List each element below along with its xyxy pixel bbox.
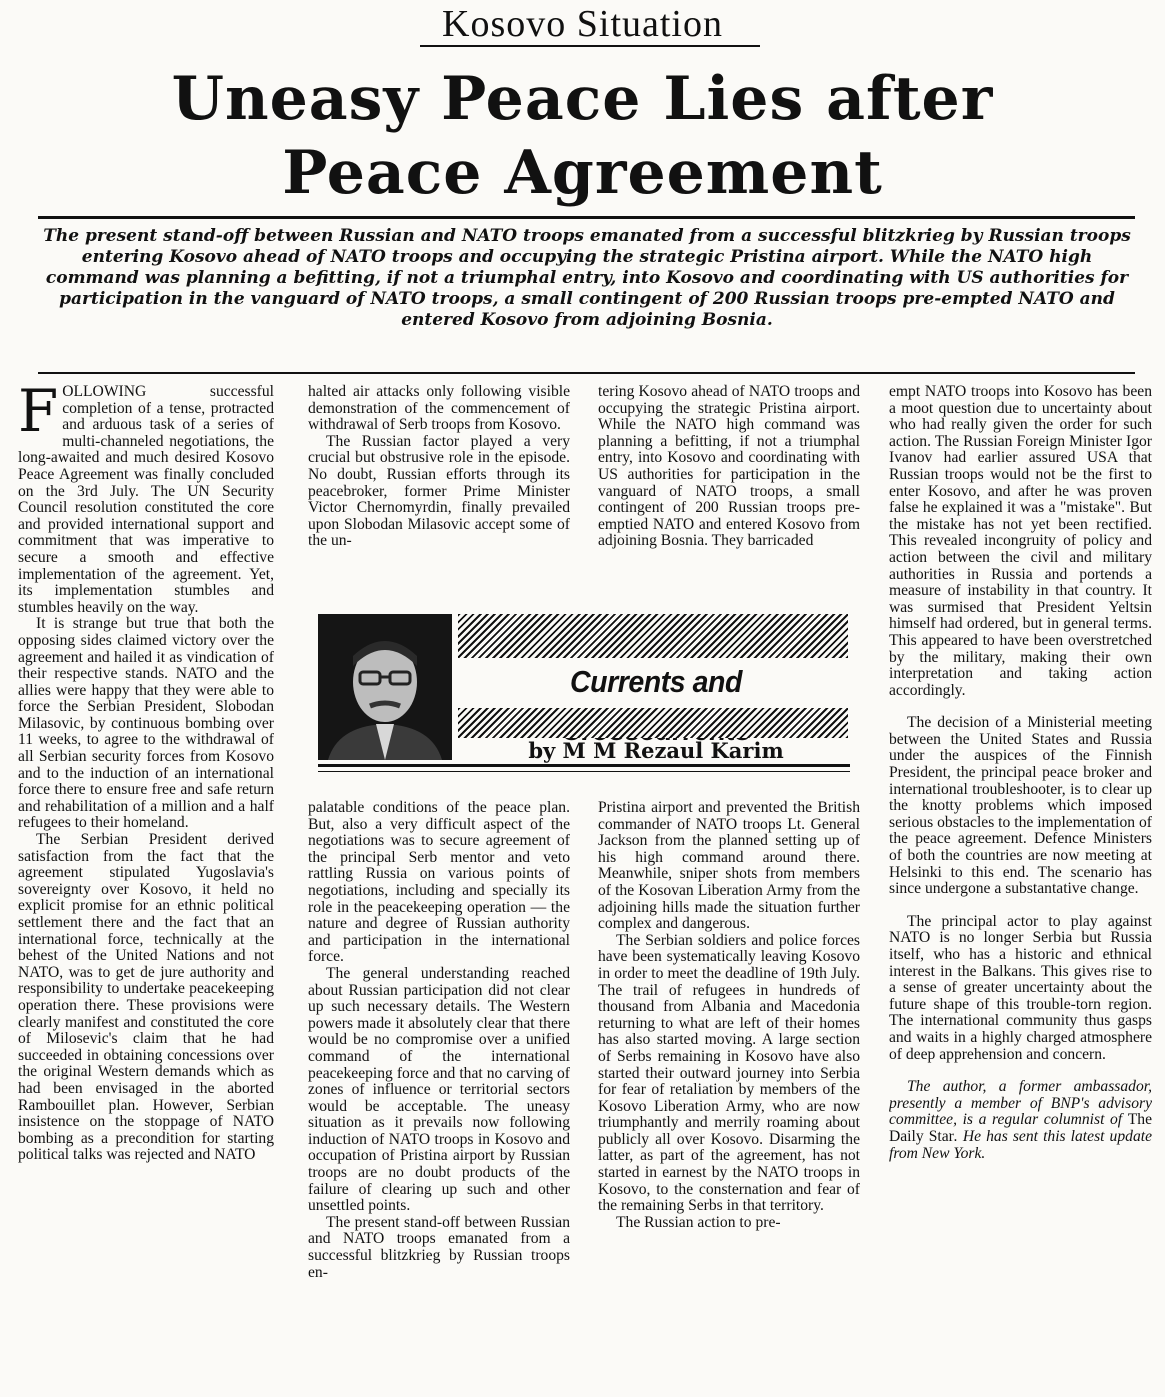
banner-hatch-top	[458, 614, 848, 658]
author-note	[889, 1079, 1152, 1162]
paragraph	[18, 384, 274, 616]
newspaper-name: The Daily Star	[889, 1111, 1152, 1145]
paragraph: tering Kosovo ahead of NATO troops and occupying the strategic Pristina airport. While the NATO high command was planning a befitting, if not a triumphal entry, into Kosovo and coordinating with US authorities for participation in the vanguard of NATO troops, a small contingent of 200 Russian troops pre-emptied NATO and entered Kosovo from adjoining Bosnia. They barricaded	[598, 384, 860, 550]
section-kicker: Kosovo Situation	[442, 3, 723, 45]
portrait-illustration	[318, 614, 452, 760]
paragraph: palatable conditions of the peace plan. But, also a very difficult aspect of the negotiations was to secure agreement of the principal Serb mentor and veto rattling Russia on various points of negotiations, including and specially its role in the peacekeeping operation — the nature and degree of Russian authority and participation in the international force.	[308, 800, 570, 966]
banner-rule	[318, 771, 850, 772]
paragraph: The present stand-off between Russian and NATO troops emanated from a successful blitzkrieg by Russian troops en-	[308, 1213, 570, 1281]
paragraph: Pristina airport and prevented the British commander of NATO troops Lt. General Jackson from the planned setting up of his high command around there. Meanwhile, sniper shots from members of the Kosovan Liberation Army from the adjoining hills made the situation further complex and dangerous.	[598, 800, 860, 933]
deck-top-rule	[38, 216, 1135, 219]
drop-cap: F	[18, 384, 59, 445]
paragraph: The Russian action to pre-	[616, 1213, 781, 1231]
author-portrait-icon	[318, 614, 452, 760]
paragraph: The Serbian President derived satisfaction from the fact that the agreement stipulated Yugoslavia's sovereignty over Kosovo, it held no explicit promise for an ethnic political settlement there and the fact that an international force, technically at the behest of the United Nations and not NATO, was to get de jure authority and responsibility to undertake peacekeeping operation there. These provisions were clearly manifest and constituted the core of Milosevic's claim that he had succeeded in obtaining concessions over the original Western demands which as had been envisaged in the aborted Rambouillet plan. However, Serbian insistence on the stoppage of NATO bombing as a precondition for starting political talks was rejected and NATO	[18, 831, 274, 1164]
headline-line-1: Uneasy Peace Lies after	[171, 64, 994, 134]
paragraph: The Russian factor played a very crucial but obstrusive role in the episode. No doubt, Russian efforts through its peacebroker, former Prime Minister Victor Chernomyrdin, finally prevailed upon Slobodan Milasovic accept some of the un-	[308, 432, 570, 550]
banner-rule	[318, 764, 850, 767]
article-column-2-top	[308, 384, 570, 600]
paragraph: It is strange but true that both the opposing sides claimed victory over the agreement and hailed it as vindication of their respective stands. NATO and the allies were happy that they were able to force the Serbian President, Slobodan Milasovic, by continuous bombing over 11 weeks, to agree to the withdrawal of all Serbian security forces from Kosovo and to the induction of an international force there to ensure free and safe return and rehabilitation of a million and a half refugees to their homeland.	[18, 615, 274, 832]
lead-in: OLLOWING	[62, 384, 147, 400]
deck-bottom-rule	[38, 372, 1135, 374]
article-column-4	[889, 384, 1152, 1384]
paragraph: The general understanding reached about Russian participation did not clear up such necessary details. The Western powers made it absolutely clear that there would be no compromise over a unified command of the international peacekeeping force and that no carving of zones of influence or territorial sectors would be acceptable. The uneasy situation as it prevails now following induction of NATO troops in Kosovo and occupation of Pristina airport by Russian troops are no doubt products of the failure of clearing up such and other unsettled points.	[308, 964, 570, 1215]
paragraph: empt NATO troops into Kosovo has been a moot question due to uncertainty about who had really given the order for such action. The Russian Foreign Minister Igor Ivanov had earlier assured USA that Russian troops would not be the first to enter Kosovo, and after he was proven false he explained it was a "mistake". But the mistake has not yet been rectified. This revealed incongruity of policy and action between the civil and military authorities in Russia and portends a measure of instability in that country. It was surmised that President Yeltsin himself had ordered, but in general terms. This appeared to have been overstretched by the military, making their own interpretation and taking action accordingly.	[889, 384, 1152, 699]
article-column-3-bottom	[598, 800, 860, 1384]
paragraph: The Serbian soldiers and police forces have been systematically leaving Kosovo in order to meet the deadline of 19th July. The trail of refugees in hundreds of thousand from Albania and Macedonia returning to what are left of their homes has also started moving. A large section of Serbs remaining in Kosovo have also started their outward journey into Serbia for fear of retaliation by members of the Kosovo Liberation Army, who are now triumphantly and merrily roaming about publicly all over Kosovo. Disarming the latter, as part of the agreement, has not started in earnest by the NATO troops in Kosovo, to the consternation and fear of the remaining Serbs in that territory.	[598, 931, 860, 1215]
article-column-2-bottom	[308, 800, 570, 1384]
headline-line-2: Peace Agreement	[282, 138, 883, 208]
paragraph-text: successful completion of a tense, protracted and arduous task of a series of multi-channeled negotiations, the long-awaited and much desired Kosovo Peace Agreement was finally concluded on the 3rd July. The UN Security Council resolution constituted the core and provided international support and commitment that was imperative to secure a smooth and effective implementation of the agreement. Yet, its implementation stumbles and stumbles heavily on the way.	[18, 384, 274, 616]
column-title: Currents and	[570, 664, 742, 699]
article-column-1	[18, 384, 274, 1384]
article-column-3-top	[598, 384, 860, 600]
author-note-text: The author, a former ambassador, presently a member of BNP's advisory committee, is a regular columnist of	[889, 1078, 1152, 1129]
kicker-underline	[420, 45, 760, 47]
author-note-text: . He has sent this latest update from New York.	[889, 1127, 1152, 1162]
paragraph: halted air attacks only following visible demonstration of the commencement of withdrawal of Serb troops from Kosovo.	[308, 384, 570, 434]
headline	[0, 62, 1165, 210]
banner-hatch-bottom	[458, 708, 848, 738]
byline: by M M Rezaul Karim	[528, 738, 784, 763]
paragraph: The principal actor to play against NATO is no longer Serbia but Russia itself, who has a historic and ethnical interest in the Balkans. This gives rise to a sense of greater uncertainty about the future shape of this trouble-torn region. The international community thus gasps and waits in a highly charged atmosphere of deep apprehension and concern.	[889, 912, 1152, 1063]
paragraph: The decision of a Ministerial meeting between the United States and Russia under the auspices of the Finnish President, the principal peace broker and international troubleshooter, is to clear up the knotty problems which imposed serious obstacles to the implementation of the peace agreement. Defence Ministers of both the countries are now meeting at Helsinki to this end. The scenario has since undergone a substantative change.	[889, 714, 1152, 898]
deck-summary: The present stand-off between Russian and NATO troops emanated from a successful blitzkrieg by Russian troops entering Kosovo ahead of NATO troops and occupying the strategic Pristina airport. While the NATO high command was planning a befitting, if not a triumphal entry, into Kosovo and coordinating with US authorities for participation in the vanguard of NATO troops, a small contingent of 200 Russian troops pre-empted NATO and entered Kosovo from adjoining Bosnia.	[43, 226, 1131, 330]
column-banner	[318, 614, 852, 779]
